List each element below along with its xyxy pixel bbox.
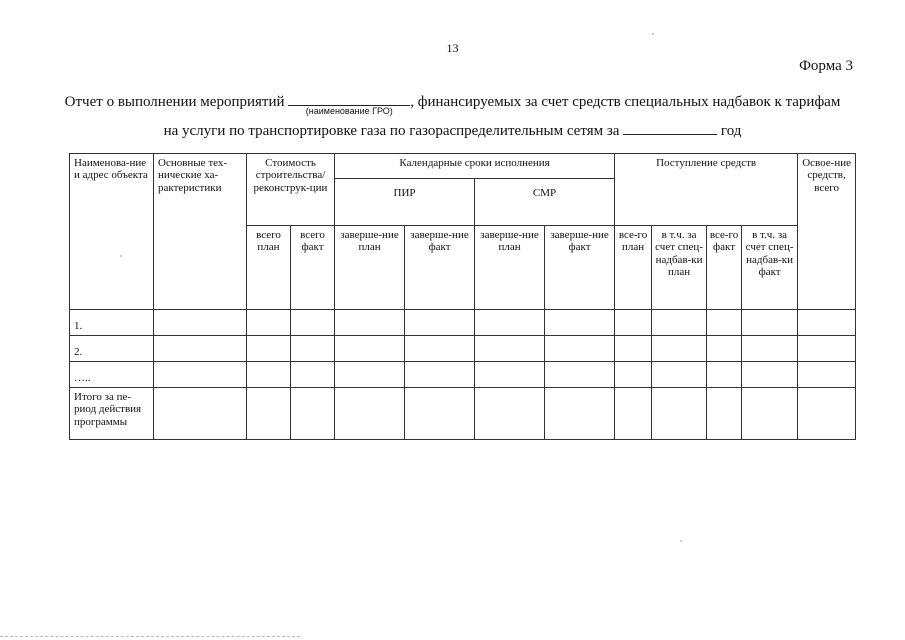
table-cell[interactable] — [154, 336, 247, 362]
table-cell[interactable] — [475, 388, 545, 440]
table-cell[interactable] — [291, 362, 335, 388]
report-title-line-1 — [0, 91, 905, 116]
table-cell[interactable] — [615, 310, 652, 336]
table-cell[interactable] — [247, 310, 291, 336]
table-cell[interactable] — [335, 336, 405, 362]
table-cell[interactable] — [291, 336, 335, 362]
header-cost: Стоимость строительства/ реконструк-ции — [247, 154, 335, 226]
header-pir-fact: заверше-ние факт — [405, 226, 475, 310]
table-cell[interactable] — [475, 310, 545, 336]
table-cell[interactable] — [154, 388, 247, 440]
table-row — [70, 362, 856, 388]
table-cell[interactable] — [707, 310, 742, 336]
title-prefix: Отчет о выполнении мероприятий — [64, 94, 285, 110]
row-label: 1. — [70, 310, 154, 336]
table-cell[interactable] — [798, 310, 856, 336]
table-cell[interactable] — [545, 362, 615, 388]
header-cost-total-plan: всего план — [247, 226, 291, 310]
table-cell[interactable] — [545, 336, 615, 362]
table-cell[interactable] — [707, 336, 742, 362]
form-label: Форма 3 — [799, 58, 853, 74]
row-label-total: Итого за пе-риод действия программы — [70, 388, 154, 440]
table-cell[interactable] — [652, 388, 707, 440]
table-cell[interactable] — [405, 388, 475, 440]
table-cell[interactable] — [742, 362, 798, 388]
table-cell[interactable] — [545, 310, 615, 336]
table-cell[interactable] — [798, 362, 856, 388]
table-cell[interactable] — [247, 336, 291, 362]
scan-artifact — [0, 636, 300, 640]
table-cell[interactable] — [742, 336, 798, 362]
table-cell[interactable] — [291, 310, 335, 336]
table-cell[interactable] — [247, 388, 291, 440]
table-cell[interactable] — [475, 336, 545, 362]
table-cell[interactable] — [291, 388, 335, 440]
table-cell[interactable] — [652, 336, 707, 362]
header-smr-fact: заверше-ние факт — [545, 226, 615, 310]
header-cost-total-fact: всего факт — [291, 226, 335, 310]
row-label: 2. — [70, 336, 154, 362]
header-receipt-special-fact: в т.ч. за счет спец-надбав-ки факт — [742, 226, 798, 310]
scan-speck — [120, 255, 122, 257]
table-cell[interactable] — [154, 310, 247, 336]
header-pir-plan: заверше-ние план — [335, 226, 405, 310]
table-row-total — [70, 388, 856, 440]
header-smr-plan: заверше-ние план — [475, 226, 545, 310]
table-cell[interactable] — [335, 388, 405, 440]
table-cell[interactable] — [247, 362, 291, 388]
table-cell[interactable] — [335, 362, 405, 388]
header-pir: ПИР — [335, 179, 475, 226]
table-cell[interactable] — [652, 310, 707, 336]
row-label: ….. — [70, 362, 154, 388]
table-row — [70, 310, 856, 336]
table-row — [70, 336, 856, 362]
table-cell[interactable] — [798, 388, 856, 440]
report-table — [69, 153, 856, 440]
table-cell[interactable] — [615, 336, 652, 362]
page-number: 13 — [446, 41, 459, 55]
header-main-specs: Основные тех-нические ха-рактеристики — [154, 154, 247, 310]
gro-name-caption: (наименование ГРО) — [305, 106, 393, 116]
table-cell[interactable] — [798, 336, 856, 362]
table-cell[interactable] — [405, 336, 475, 362]
gro-name-blank[interactable] — [288, 91, 410, 116]
title-suffix: , финансируемых за счет средств специальных надбавок к тарифам — [410, 94, 841, 110]
header-smr: СМР — [475, 179, 615, 226]
header-receipt-special-plan: в т.ч. за счет спец-надбав-ки план — [652, 226, 707, 310]
header-receipt-total-fact: все-го факт — [707, 226, 742, 310]
table-cell[interactable] — [405, 310, 475, 336]
table-cell[interactable] — [154, 362, 247, 388]
table-cell[interactable] — [615, 388, 652, 440]
header-receipt: Поступление средств — [615, 154, 798, 226]
table-cell[interactable] — [615, 362, 652, 388]
table-cell[interactable] — [545, 388, 615, 440]
header-calendar-terms: Календарные сроки исполнения — [335, 154, 615, 179]
table-cell[interactable] — [742, 388, 798, 440]
table-cell[interactable] — [475, 362, 545, 388]
table-cell[interactable] — [405, 362, 475, 388]
header-name-address: Наименова-ние и адрес объекта — [70, 154, 154, 310]
report-title-line-2 — [0, 120, 905, 140]
scan-speck — [680, 540, 682, 542]
title-line2-prefix: на услуги по транспортировке газа по газораспределительным сетям за — [163, 123, 620, 139]
year-blank[interactable] — [623, 120, 717, 135]
table-cell[interactable] — [335, 310, 405, 336]
scan-speck — [652, 33, 654, 35]
table-cell[interactable] — [707, 388, 742, 440]
table-cell[interactable] — [742, 310, 798, 336]
table-cell[interactable] — [707, 362, 742, 388]
header-receipt-total-plan: все-го план — [615, 226, 652, 310]
header-development: Освое-ние средств, всего — [798, 154, 856, 310]
title-line2-suffix: год — [720, 123, 742, 139]
table-cell[interactable] — [652, 362, 707, 388]
